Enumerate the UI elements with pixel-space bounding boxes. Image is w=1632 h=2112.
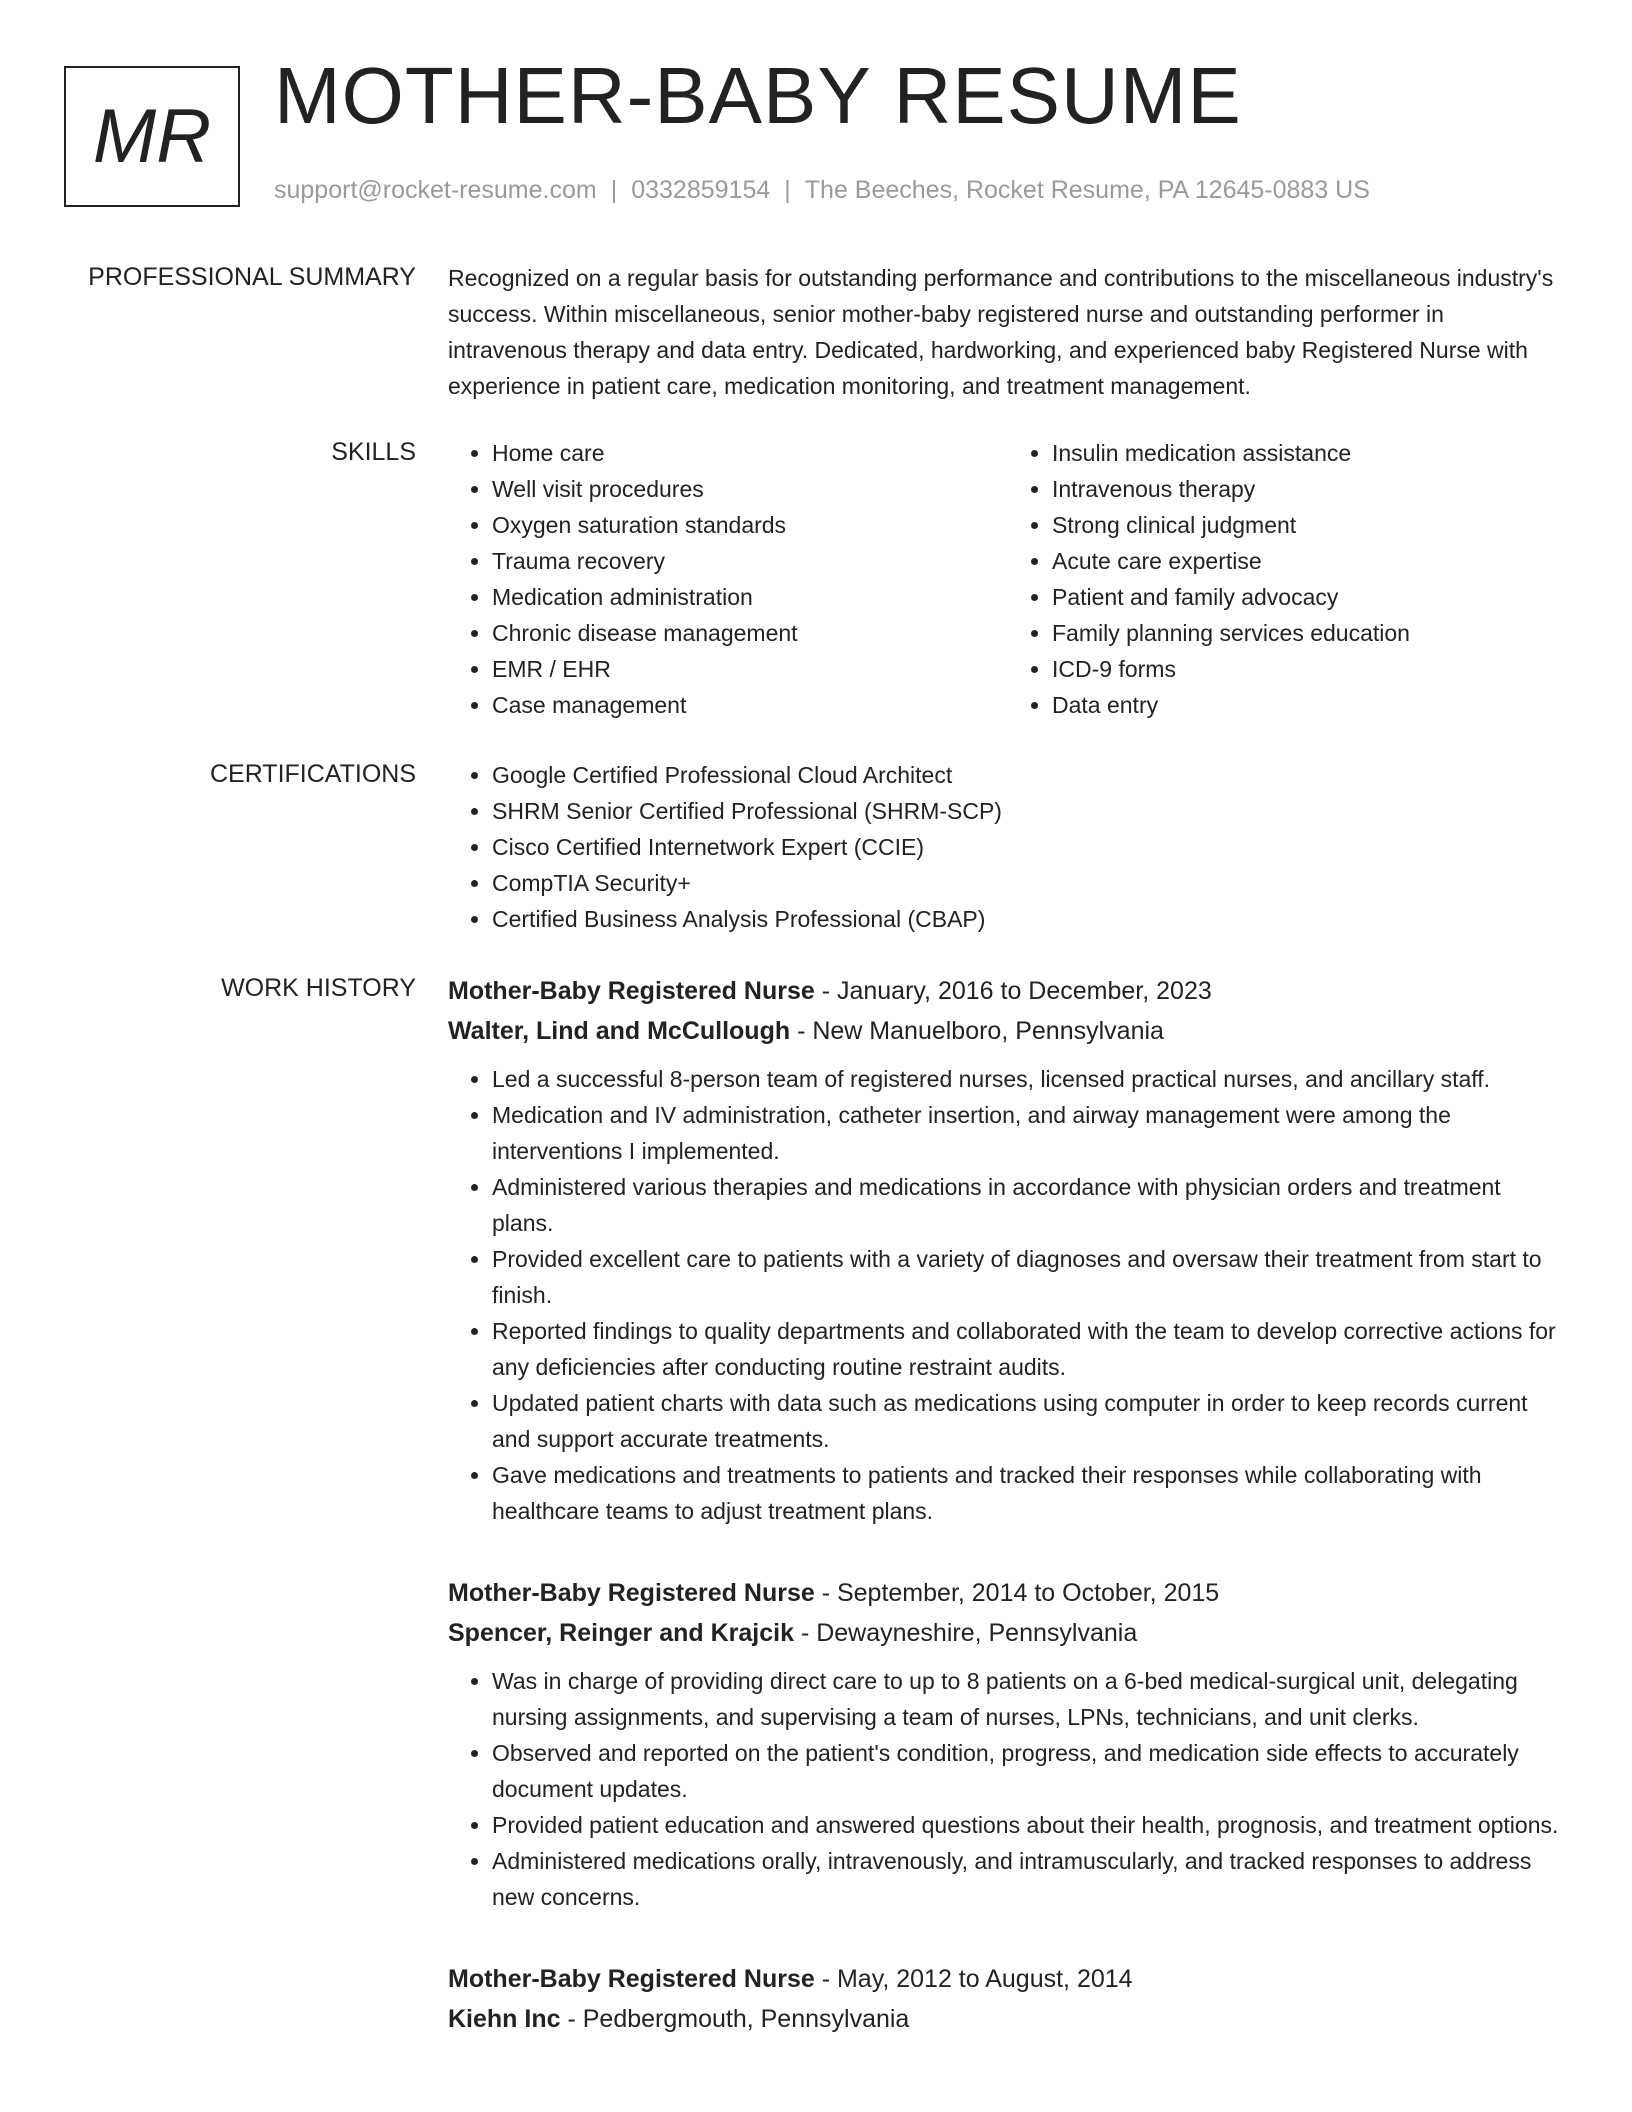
skill-item: • EMR / EHR xyxy=(492,651,1008,687)
job-bullet: • Provided excellent care to patients with a variety of diagnoses and oversaw their treatment from start to finish. xyxy=(492,1241,1568,1313)
contact-separator: | xyxy=(610,176,618,204)
job-bullet: • Led a successful 8-person team of registered nurses, licensed practical nurses, and ancillary staff. xyxy=(492,1061,1568,1097)
skills-heading: SKILLS xyxy=(331,438,416,466)
job-bullet: • Medication and IV administration, catheter insertion, and airway management were among the interventions I implemented. xyxy=(492,1097,1568,1169)
summary-text: Recognized on a regular basis for outstanding performance and contributions to the miscellaneous industry's success. Within miscellaneous, senior mother-baby registered nurse and outstanding performer in intravenous therapy and data entry. Dedicated, hardworking, and experienced baby Registered Nurse with experience in patient care, medication monitoring, and treatment management. xyxy=(448,265,1554,399)
job-bullet: • Administered medications orally, intravenously, and intramuscularly, and tracked responses to address new concerns. xyxy=(492,1843,1568,1915)
work-history-heading: WORK HISTORY xyxy=(221,974,416,1002)
job-entry xyxy=(448,1959,1568,2039)
job-company: Kiehn Inc xyxy=(448,2005,561,2033)
job-bullet: • Updated patient charts with data such as medications using computer in order to keep records current and support accurate treatments. xyxy=(492,1385,1568,1457)
job-company-line xyxy=(448,1613,1568,1653)
job-bullet: • Was in charge of providing direct care to up to 8 patients on a 6-bed medical-surgical unit, delegating nursing assignments, and supervising a team of nurses, LPNs, technicians, and unit clerks. xyxy=(492,1663,1568,1735)
skill-item: • Trauma recovery xyxy=(492,543,1008,579)
skill-item: • Strong clinical judgment xyxy=(1052,507,1568,543)
job-bullet: • Observed and reported on the patient's condition, progress, and medication side effects to accurately document updates. xyxy=(492,1735,1568,1807)
job-entry xyxy=(448,1573,1568,1915)
job-bullet: • Gave medications and treatments to patients and tracked their responses while collaborating with healthcare teams to adjust treatment plans. xyxy=(492,1457,1568,1529)
skill-item: • Intravenous therapy xyxy=(1052,471,1568,507)
skill-item: • ICD-9 forms xyxy=(1052,651,1568,687)
certification-item: • CompTIA Security+ xyxy=(492,865,1568,901)
certification-item: • Google Certified Professional Cloud Architect xyxy=(492,757,1568,793)
contact-line xyxy=(274,176,1370,205)
job-role-line xyxy=(448,1959,1568,1999)
skill-item: • Patient and family advocacy xyxy=(1052,579,1568,615)
skill-item: • Medication administration xyxy=(492,579,1008,615)
certification-item: • Cisco Certified Internetwork Expert (CCIE) xyxy=(492,829,1568,865)
job-role-line xyxy=(448,971,1568,1011)
job-role: Mother-Baby Registered Nurse xyxy=(448,1579,815,1607)
job-company: Walter, Lind and McCullough xyxy=(448,1017,791,1045)
certification-item: • SHRM Senior Certified Professional (SHRM-SCP) xyxy=(492,793,1568,829)
skill-item: • Chronic disease management xyxy=(492,615,1008,651)
job-bullets xyxy=(448,1663,1568,1915)
job-bullet: • Administered various therapies and medications in accordance with physician orders and treatment plans. xyxy=(492,1169,1568,1241)
job-location: - Dewayneshire, Pennsylvania xyxy=(800,1619,1138,1647)
job-role: Mother-Baby Registered Nurse xyxy=(448,1965,815,1993)
contact-address: The Beeches, Rocket Resume, PA 12645-0883 US xyxy=(804,176,1370,204)
job-company-line xyxy=(448,1011,1568,1051)
job-location: - New Manuelboro, Pennsylvania xyxy=(797,1017,1164,1045)
skill-item: • Oxygen saturation standards xyxy=(492,507,1008,543)
resume-title: MOTHER-BABY RESUME xyxy=(274,51,1242,140)
certifications-heading: CERTIFICATIONS xyxy=(209,760,416,788)
job-bullets xyxy=(448,1061,1568,1529)
job-bullet: • Reported findings to quality departments and collaborated with the team to develop corrective actions for any deficiencies after conducting routine restraint audits. xyxy=(492,1313,1568,1385)
contact-phone[interactable]: 0332859154 xyxy=(631,176,771,204)
job-entry xyxy=(448,971,1568,1529)
skill-item: • Data entry xyxy=(1052,687,1568,723)
initials-text: MR xyxy=(92,94,212,179)
job-dates: - May, 2012 to August, 2014 xyxy=(821,1965,1133,1993)
job-location: - Pedbergmouth, Pennsylvania xyxy=(567,2005,910,2033)
job-dates: - September, 2014 to October, 2015 xyxy=(821,1579,1220,1607)
skill-item: • Family planning services education xyxy=(1052,615,1568,651)
job-role: Mother-Baby Registered Nurse xyxy=(448,977,815,1005)
certification-item: • Certified Business Analysis Professional (CBAP) xyxy=(492,901,1568,937)
job-dates: - January, 2016 to December, 2023 xyxy=(821,977,1212,1005)
job-role-line xyxy=(448,1573,1568,1613)
certifications-list xyxy=(448,757,1568,937)
job-company: Spencer, Reinger and Krajcik xyxy=(448,1619,794,1647)
skill-item: • Well visit procedures xyxy=(492,471,1008,507)
skills-list-right xyxy=(1008,435,1568,723)
contact-separator: | xyxy=(784,176,791,204)
skill-item: • Acute care expertise xyxy=(1052,543,1568,579)
skills-list-left xyxy=(448,435,1008,723)
skill-item: • Insulin medication assistance xyxy=(1052,435,1568,471)
initials-monogram xyxy=(64,66,240,207)
job-bullet: • Provided patient education and answered questions about their health, prognosis, and treatment options. xyxy=(492,1807,1568,1843)
summary-heading: PROFESSIONAL SUMMARY xyxy=(88,263,416,291)
skill-item: • Home care xyxy=(492,435,1008,471)
contact-email[interactable]: support@rocket-resume.com xyxy=(274,176,597,204)
skill-item: • Case management xyxy=(492,687,1008,723)
job-company-line xyxy=(448,1999,1568,2039)
